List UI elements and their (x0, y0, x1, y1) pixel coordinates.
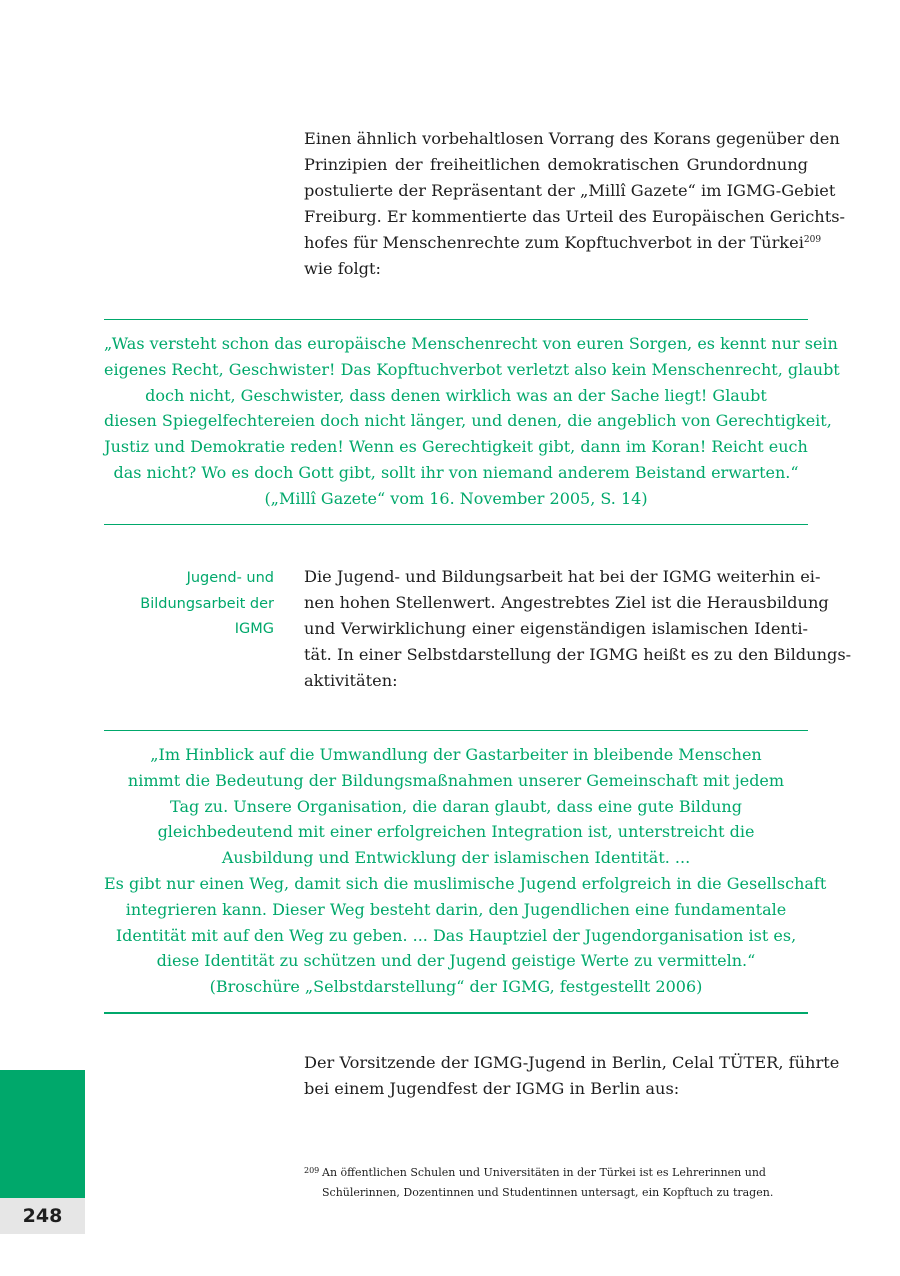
quote-bottom-rule (104, 1012, 808, 1014)
text-line: Der Vorsitzende der IGMG-Jugend in Berlin, Celal TÜTER, führte (304, 1053, 840, 1072)
quote-line: Ausbildung und Entwicklung der islamischen Identität. ... (221, 848, 691, 868)
text-line: Freiburg. Er kommentierte das Urteil des Europäischen Gerichts- (304, 207, 845, 226)
quote-line: „Im Hinblick auf die Umwandlung der Gastarbeiter in bleibende Menschen (150, 745, 762, 764)
quote-line: Identität mit auf den Weg zu geben. ... Das Hauptziel der Jugendorganisation ist es, (115, 925, 797, 945)
footnote-number: 209 (304, 1166, 320, 1175)
quote-line: diesen Spiegelfechtereien doch nicht länger, und denen, die angeblich von Gerechtigkeit, (104, 411, 832, 431)
text-line: postulierte der Repräsentant der „Millî Gazete“ im IGMG-Gebiet (304, 181, 836, 200)
quote-line: „Was versteht schon das europäische Menschenrecht von euren Sorgen, es kennt nur sein (104, 334, 838, 353)
quote-line: diese Identität zu schützen und der Jugend geistige Werte zu vermitteln.“ (156, 951, 756, 971)
text-line (304, 230, 822, 256)
quote-line: Justiz und Demokratie reden! Wenn es Gerechtigkeit gibt, dann im Koran! Reicht euch (104, 437, 808, 457)
youth-paragraph (304, 564, 852, 694)
page-number: 248 (0, 1198, 85, 1234)
text-line: und Verwirklichung einer eigenständigen islamischen Identi- (304, 619, 808, 638)
quote-source: (Broschüre „Selbstdarstellung“ der IGMG, festgestellt 2006) (209, 977, 703, 997)
blockquote-milli-gazete (104, 331, 840, 512)
text-line: wie folgt: (304, 259, 381, 278)
intro-paragraph (304, 126, 845, 282)
quote-top-rule (104, 730, 808, 731)
text-line: Einen ähnlich vorbehaltlosen Vorrang des Korans gegenüber den (304, 129, 840, 148)
blockquote-selbstdarstellung (104, 742, 827, 1000)
quote-line: gleichbedeutend mit einer erfolgreichen Integration ist, unterstreicht die (157, 822, 755, 842)
quote-source: („Millî Gazete“ vom 16. November 2005, S. 14) (264, 488, 648, 508)
margin-heading-line: Bildungsarbeit der (140, 595, 274, 612)
quote-line: Tag zu. Unsere Organisation, die daran glaubt, dass eine gute Bildung (170, 796, 742, 816)
text-line: Die Jugend- und Bildungsarbeit hat bei der IGMG weiterhin ei- (304, 567, 821, 586)
quote-top-rule (104, 319, 808, 320)
text-line: nen hohen Stellenwert. Angestrebtes Ziel ist die Herausbildung (304, 593, 829, 612)
quote-bottom-rule (104, 524, 808, 525)
closing-paragraph (304, 1050, 840, 1102)
footnote (304, 1163, 808, 1203)
margin-heading (100, 566, 274, 643)
footnote-reference[interactable]: 209 (803, 235, 822, 245)
text-line: tät. In einer Selbstdarstellung der IGMG heißt es zu den Bildungs- (304, 645, 852, 664)
quote-line: eigenes Recht, Geschwister! Das Kopftuchverbot verletzt also kein Menschenrecht, glaubt (104, 359, 840, 379)
text-line: Prinzipien der freiheitlichen demokratischen Grundordnung (304, 155, 808, 174)
text-line: aktivitäten: (304, 671, 398, 690)
footnote-line: An öffentlichen Schulen und Universitäten in der Türkei ist es Lehrerinnen und (322, 1166, 766, 1179)
margin-heading-line: Jugend- und (186, 570, 274, 586)
text-line: bei einem Jugendfest der IGMG in Berlin aus: (304, 1079, 680, 1098)
quote-line: das nicht? Wo es doch Gott gibt, sollt ihr von niemand anderem Beistand erwarten.“ (113, 462, 799, 482)
quote-line: Es gibt nur einen Weg, damit sich die muslimische Jugend erfolgreich in die Gesellschaft (104, 873, 827, 893)
page-marker-bar (0, 1070, 85, 1198)
quote-line: doch nicht, Geschwister, dass denen wirklich was an der Sache liegt! Glaubt (145, 385, 767, 405)
quote-line: nimmt die Bedeutung der Bildungsmaßnahmen unserer Gemeinschaft mit jedem (127, 770, 785, 790)
margin-heading-line: IGMG (234, 621, 274, 637)
quote-line: integrieren kann. Dieser Weg besteht darin, den Jugendlichen eine fundamentale (125, 899, 787, 919)
text-line-content: hofes für Menschenrechte zum Kopftuchverbot in der Türkei (304, 233, 804, 252)
footnote-line: Schülerinnen, Dozentinnen und Studentinnen untersagt, ein Kopftuch zu tragen. (322, 1186, 774, 1199)
